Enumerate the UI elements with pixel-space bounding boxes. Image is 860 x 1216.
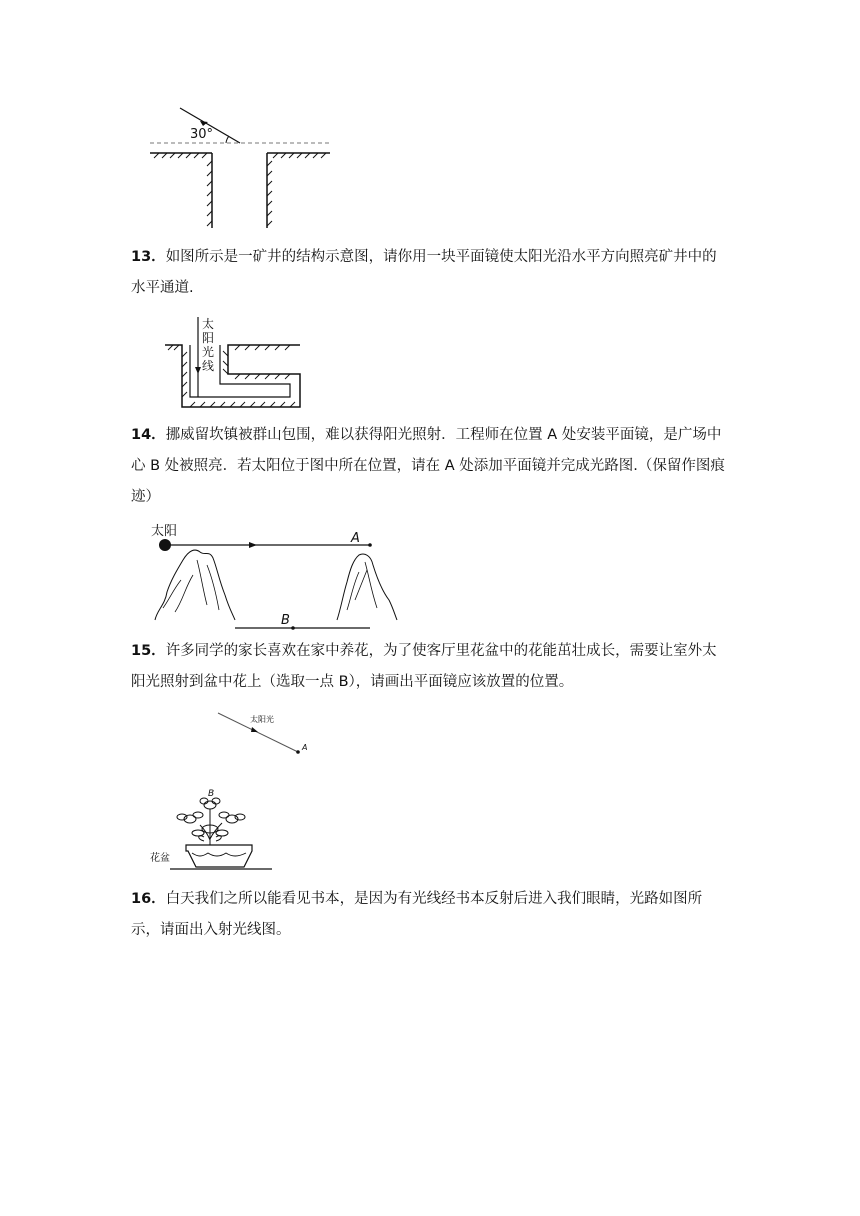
left-mountain (155, 550, 235, 620)
flower-pot-figure (140, 705, 320, 875)
sun-icon (159, 539, 171, 551)
angle-arc (226, 136, 229, 143)
point-b-label: B (208, 789, 215, 799)
point-a-label: A (351, 531, 360, 546)
right-mountain (337, 554, 397, 620)
sun-label: 太阳 (151, 524, 178, 539)
mine-tunnel-figure (160, 312, 310, 412)
question-16-number: 16． (131, 891, 166, 907)
point-a (368, 543, 372, 547)
question-14 (131, 420, 731, 513)
question-16-text: 白天我们之所以能看见书本，是因为有光线经书本反射后进入我们眼睛，光路如图所示，请面出入射光线图。 (131, 891, 703, 938)
question-13-number: 13． (131, 249, 166, 265)
sunlight-label-2: 阳 (202, 331, 215, 345)
ray-arrow-icon (249, 542, 257, 548)
question-14-number: 14． (131, 427, 166, 443)
point-b (291, 626, 295, 630)
sunlight-label-3: 光 (202, 345, 215, 359)
ray-arrow-icon (251, 727, 258, 732)
question-13 (131, 242, 731, 304)
mine-shaft-figure-top (140, 100, 340, 230)
sunlight-label-4: 线 (202, 359, 215, 373)
flower-plant (177, 798, 245, 845)
question-16 (131, 884, 731, 946)
question-14-text: 挪威留坎镇被群山包围，难以获得阳光照射．工程师在位置 A 处安装平面镜，是广场中心 B 处被照亮．若太阳位于图中所在位置，请在 A 处添加平面镜并完成光路图.（保留作图痕迹） (131, 427, 725, 505)
point-a-label: A (302, 743, 308, 752)
sunlight-label-1: 太 (202, 317, 215, 331)
angle-label: 30° (190, 127, 214, 142)
question-13-text: 如图所示是一矿井的结构示意图，请你用一块平面镜使太阳光沿水平方向照亮矿井中的水平通道. (131, 249, 717, 296)
valley-town-figure (145, 520, 405, 635)
sunlight-label: 太阳光 (250, 715, 274, 724)
question-15 (131, 636, 731, 698)
pot-label: 花盆 (150, 853, 170, 864)
point-b-label: B (281, 613, 290, 628)
ray-arrow-icon (195, 367, 201, 374)
question-15-text: 许多同学的家长喜欢在家中养花，为了使客厅里花盆中的花能茁壮成长，需要让室外太阳光照射到盆中花上（选取一点 B），请画出平面镜应该放置的位置。 (131, 643, 717, 690)
question-15-number: 15． (131, 643, 166, 659)
point-a (296, 750, 300, 754)
